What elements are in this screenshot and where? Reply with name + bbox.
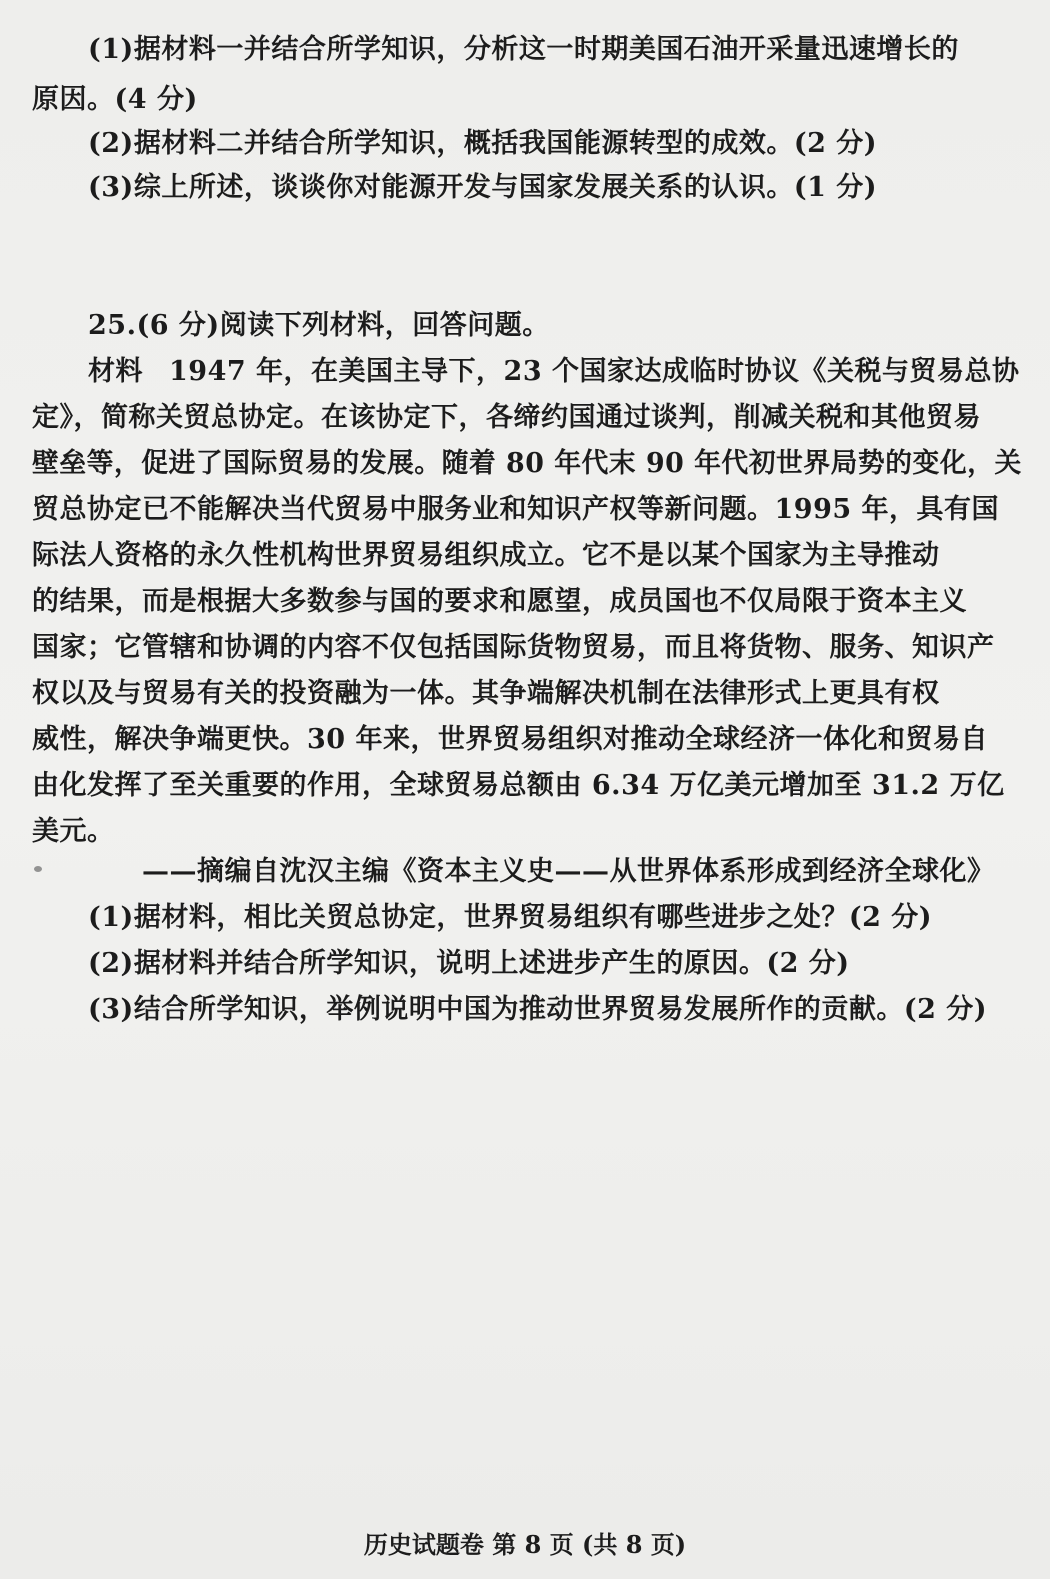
q24-sub2: (2)据材料二并结合所学知识，概括我国能源转型的成效。(2 分) bbox=[88, 128, 878, 159]
material-line-3: 贸总协定已不能解决当代贸易中服务业和知识产权等新问题。1995 年，具有国 bbox=[32, 494, 1000, 525]
material-line-9: 由化发挥了至关重要的作用，全球贸易总额由 6.34 万亿美元增加至 31.2 万亿 bbox=[32, 770, 1005, 801]
page-footer: 历史试题卷 第 8 页 (共 8 页) bbox=[363, 1530, 687, 1559]
material-line-5: 的结果，而是根据大多数参与国的要求和愿望，成员国也不仅局限于资本主义 bbox=[32, 586, 967, 617]
q25-sub3: (3)结合所学知识，举例说明中国为推动世界贸易发展所作的贡献。(2 分) bbox=[88, 994, 988, 1025]
q25-sub2: (2)据材料并结合所学知识，说明上述进步产生的原因。(2 分) bbox=[88, 948, 850, 979]
material-line-6: 国家；它管辖和协调的内容不仅包括国际货物贸易，而且将货物、服务、知识产 bbox=[32, 632, 995, 663]
q24-sub1-line2: 原因。(4 分) bbox=[32, 84, 198, 115]
material-line-2: 壁垒等，促进了国际贸易的发展。随着 80 年代末 90 年代初世界局势的变化，关 bbox=[32, 448, 1022, 479]
q25-sub1: (1)据材料，相比关贸总协定，世界贸易组织有哪些进步之处？(2 分) bbox=[88, 902, 933, 933]
material-line-7: 权以及与贸易有关的投资融为一体。其争端解决机制在法律形式上更具有权 bbox=[32, 678, 940, 709]
ink-smudge bbox=[34, 866, 42, 872]
material-line-10: 美元。 bbox=[32, 816, 115, 847]
q25-heading: 25.(6 分)阅读下列材料，回答问题。 bbox=[88, 310, 550, 341]
q25-source: ——摘编自沈汉主编《资本主义史——从世界体系形成到经济全球化》 bbox=[142, 856, 995, 887]
material-line-8: 威性，解决争端更快。30 年来，世界贸易组织对推动全球经济一体化和贸易自 bbox=[32, 724, 988, 755]
q24-sub3: (3)综上所述，谈谈你对能源开发与国家发展关系的认识。(1 分) bbox=[88, 172, 878, 203]
material-label: 材料 bbox=[88, 356, 143, 387]
material-line-4: 际法人资格的永久性机构世界贸易组织成立。它不是以某个国家为主导推动 bbox=[32, 540, 940, 571]
q24-sub1-line1: (1)据材料一并结合所学知识，分析这一时期美国石油开采量迅速增长的 bbox=[88, 34, 959, 65]
q25-material-first-line bbox=[88, 352, 1020, 392]
material-line-0: 1947 年，在美国主导下，23 个国家达成临时协议《关税与贸易总协 bbox=[169, 356, 1020, 387]
material-line-1: 定》，简称关贸总协定。在该协定下，各缔约国通过谈判，削减关税和其他贸易 bbox=[32, 402, 981, 433]
